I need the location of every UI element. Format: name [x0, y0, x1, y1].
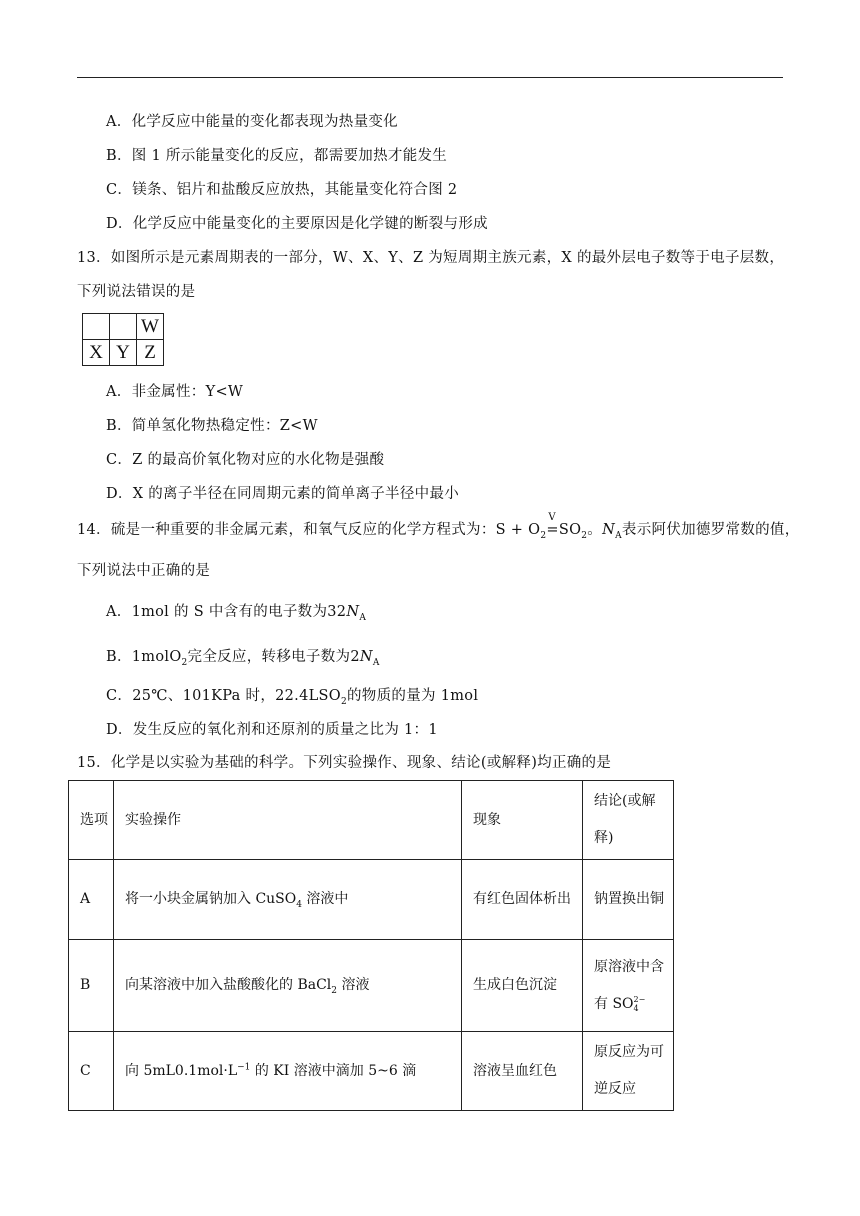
q14-stem-line1: [77, 512, 800, 541]
q12-option-b: B．图 1 所示能量变化的反应，都需要加热才能发生: [106, 148, 448, 164]
cell-text: 溶液中: [301, 891, 349, 907]
eq-condition: [546, 512, 559, 540]
eq-subscript: 2: [540, 530, 547, 541]
avogadro-symbol: N: [346, 604, 360, 620]
row-phenomenon: 生成白色沉淀: [462, 940, 583, 1032]
avogadro-symbol: N: [359, 649, 373, 665]
row-conclusion: 钠置换出铜: [583, 860, 674, 940]
header-conclusion: 结论(或解释): [583, 781, 674, 860]
cell-text: 的 KI 溶液中滴加 5~6 滴: [250, 1062, 417, 1079]
avogadro-subscript: A: [615, 530, 622, 541]
eq-subscript: 2: [581, 530, 588, 541]
formula-subscript: 2: [340, 696, 347, 707]
q14-option-c: [106, 686, 478, 706]
grid-cell: [83, 314, 110, 340]
row-label: A: [69, 860, 114, 940]
q14-stem-text: 表示阿伏加德罗常数的值，: [621, 522, 800, 538]
eq-reactants: S + O: [495, 522, 541, 538]
row-operation: [114, 860, 462, 940]
grid-cell-y: Y: [110, 340, 137, 366]
cell-superscript: 2−: [633, 994, 646, 1004]
option-text: 完全反应，转移电子数为: [187, 649, 351, 665]
table-row: [69, 940, 674, 1032]
cell-text: 原溶液中含有 SO: [594, 958, 664, 1012]
row-conclusion: [583, 940, 674, 1032]
formula: SO: [318, 688, 341, 704]
row-conclusion: 原反应为可逆反应: [583, 1032, 674, 1111]
row-phenomenon: 溶液呈血红色: [462, 1032, 583, 1111]
periodic-table-fragment: [82, 313, 164, 366]
eq-product: SO: [558, 522, 582, 538]
q13-option-a: A．非金属性：Y<W: [106, 384, 244, 400]
q13-option-c: C．Z 的最高价氧化物对应的水化物是强酸: [106, 452, 385, 468]
grid-cell: [110, 314, 137, 340]
option-value: 32: [327, 604, 347, 620]
avogadro-subscript: A: [359, 612, 367, 623]
q14-stem-line2: 下列说法中正确的是: [77, 563, 211, 579]
row-operation: [114, 940, 462, 1032]
cell-subscript: 4: [296, 899, 302, 910]
eq-arrow: =: [546, 522, 559, 538]
table-row: [69, 860, 674, 940]
cell-text: 向某溶液中加入盐酸酸化的 BaCl: [125, 977, 332, 993]
q14-option-d: D．发生反应的氧化剂和还原剂的质量之比为 1：1: [106, 722, 438, 738]
q12-option-c: C．镁条、铝片和盐酸反应放热，其能量变化符合图 2: [106, 182, 458, 198]
option-text: B．1mol: [106, 649, 170, 665]
cell-text: 溶液: [337, 977, 370, 993]
q14-option-b: [106, 647, 380, 667]
eq-condition-label: V: [548, 512, 556, 523]
header-rule: [77, 77, 783, 78]
q13-stem-line2: 下列说法错误的是: [77, 284, 196, 300]
option-text: 的物质的量为 1mol: [347, 688, 479, 704]
q14-stem-text: 。: [587, 522, 603, 538]
avogadro-subscript: A: [372, 657, 380, 668]
grid-cell-w: W: [137, 314, 164, 340]
cell-text: 将一小块金属钠加入 CuSO: [125, 891, 297, 907]
q15-stem: 15．化学是以实验为基础的科学。下列实验操作、现象、结论(或解释)均正确的是: [77, 755, 612, 771]
cell-superscript: −1: [237, 1061, 251, 1072]
q13-option-d: D．X 的离子半径在同周期元素的简单离子半径中最小: [106, 486, 460, 502]
cell-text: 向 5mL0.1mol·L: [125, 1062, 238, 1079]
row-phenomenon: 有红色固体析出: [462, 860, 583, 940]
equation: [495, 512, 588, 541]
cell-subscript: 4: [633, 1003, 639, 1013]
table-header-row: [69, 781, 674, 860]
cell-subscript: 2: [331, 985, 338, 996]
table-row: [69, 1032, 674, 1111]
q13-stem-line1: 13．如图所示是元素周期表的一部分，W、X、Y、Z 为短周期主族元素，X 的最外层电子数等于电子层数，: [77, 250, 785, 266]
q14-option-a: [106, 602, 366, 622]
row-operation: [114, 1032, 462, 1111]
option-text: A．1mol 的 S 中含有的电子数为: [106, 604, 328, 620]
formula-subscript: 2: [181, 657, 188, 668]
option-value: 2: [350, 649, 360, 665]
q14-stem-text: 14．硫是一种重要的非金属元素，和氧气反应的化学方程式为：: [77, 522, 496, 538]
formula: O: [169, 649, 182, 665]
option-text: C．25℃、101KPa 时，22.4L: [106, 688, 319, 704]
avogadro-symbol: N: [602, 522, 616, 538]
header-operation: 实验操作: [114, 781, 462, 860]
row-label: B: [69, 940, 114, 1032]
q13-option-b: B．简单氢化物热稳定性：Z<W: [106, 418, 318, 434]
header-option: 选项: [69, 781, 114, 860]
q12-option-a: A．化学反应中能量的变化都表现为热量变化: [106, 114, 398, 130]
grid-cell-z: Z: [137, 340, 164, 366]
q12-option-d: D．化学反应中能量变化的主要原因是化学键的断裂与形成: [106, 216, 488, 232]
experiment-table: [68, 780, 674, 1111]
header-phenomenon: 现象: [462, 781, 583, 860]
row-label: C: [69, 1032, 114, 1111]
grid-cell-x: X: [83, 340, 110, 366]
